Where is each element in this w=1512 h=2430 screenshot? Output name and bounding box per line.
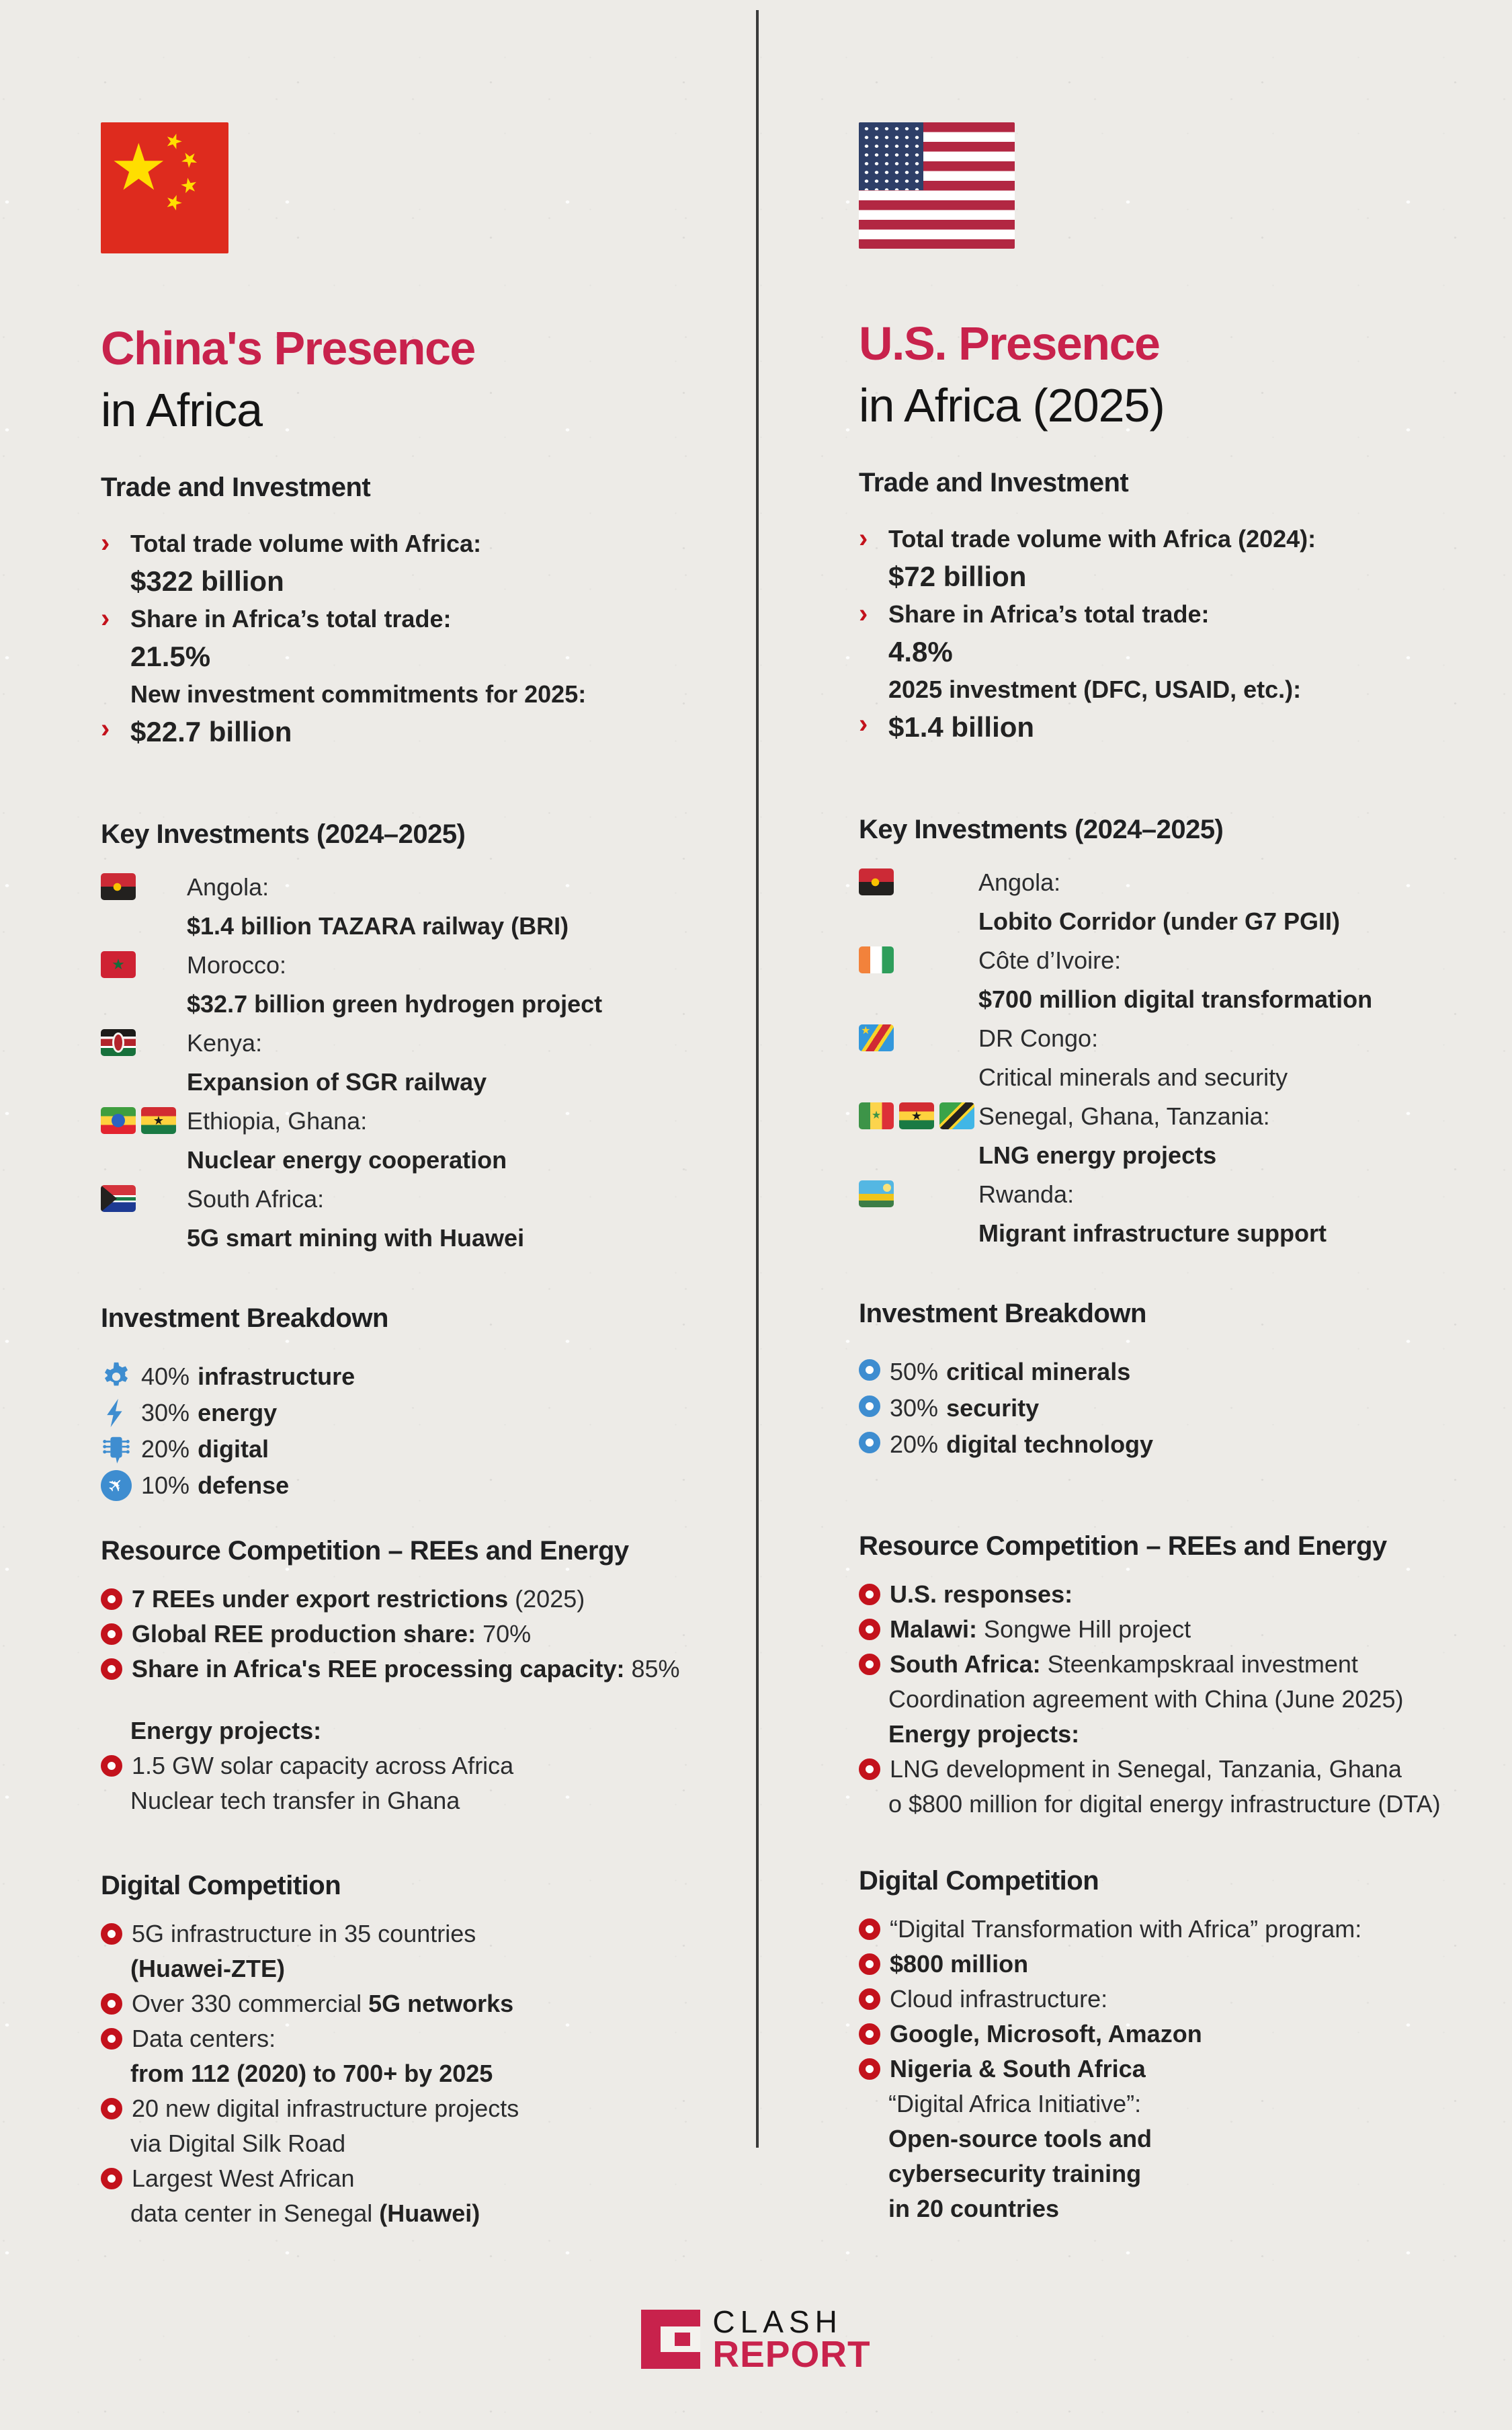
text-segment: 7 REEs under export restrictions [132, 1585, 509, 1613]
text-segment: Steenkampskraal investment [1040, 1650, 1358, 1678]
line-text [890, 1913, 1361, 1945]
chevron-bullet-icon: › [859, 599, 868, 629]
list-item [859, 1718, 1489, 1750]
text-segment: Share in Africa’s total trade: [130, 605, 452, 633]
text-segment: 1.5 GW solar capacity across Africa [132, 1752, 514, 1779]
country-flags [859, 1175, 978, 1207]
text-segment: Google, Microsoft, Amazon [890, 2020, 1202, 2048]
list-item [859, 2193, 1489, 2225]
project-label: Lobito Corridor (under G7 PGII) [978, 907, 1340, 935]
line-text [130, 563, 284, 600]
line-text [888, 558, 1026, 596]
text-segment: 5G networks [368, 1990, 514, 2017]
line-text [890, 1948, 1028, 1980]
us-flag-icon [859, 122, 1015, 249]
country-label: Angola: [978, 868, 1061, 896]
breakdown-heading: Investment Breakdown [859, 1299, 1146, 1328]
line-text [132, 1750, 513, 1782]
investment-text [978, 863, 1340, 941]
text-segment: data center in Senegal [130, 2199, 380, 2227]
text-segment: South Africa: [890, 1650, 1041, 1678]
percentage-value: 10% [141, 1471, 190, 1499]
category-label: infrastructure [198, 1363, 355, 1390]
list-item [859, 1578, 1489, 1611]
list-item [101, 1467, 729, 1504]
list-item [859, 2018, 1489, 2050]
list-item [101, 1395, 729, 1431]
breakdown-list [859, 1354, 1489, 1523]
line-text [890, 1983, 1107, 2015]
text-segment: Share in Africa’s total trade: [888, 600, 1210, 628]
chevron-bullet-icon: › [101, 528, 110, 558]
list-item [101, 713, 729, 751]
line-text [890, 1753, 1402, 1785]
blue-donut-bullet-icon [859, 1432, 880, 1453]
resource-heading: Resource Competition – REEs and Energy [101, 1536, 629, 1566]
line-text [888, 674, 1301, 706]
south-africa-flag-icon [101, 1185, 136, 1212]
line-text [890, 1648, 1358, 1680]
line-text [132, 1918, 476, 1950]
list-item [859, 2088, 1489, 2120]
investment-text [187, 1180, 524, 1258]
key-investment-row [101, 1024, 729, 1102]
trade-list [859, 523, 1489, 760]
key-investment-row [101, 946, 729, 1024]
text-segment: 4.8% [888, 636, 953, 667]
angola-flag-icon [859, 868, 894, 895]
text-segment: Energy projects: [888, 1720, 1080, 1748]
line-text [130, 1715, 321, 1747]
line-text [132, 1988, 513, 2020]
text-segment: Energy projects: [130, 1717, 322, 1744]
category-label: security [946, 1394, 1040, 1422]
project-label: $700 million digital transformation [978, 985, 1373, 1013]
rwanda-flag-icon [859, 1180, 894, 1207]
percentage-value: 30% [141, 1399, 190, 1426]
list-item [101, 2023, 729, 2055]
text-segment: “Digital Africa Initiative”: [888, 2090, 1142, 2117]
angola-flag-icon [101, 873, 136, 900]
text-segment: Share in Africa's REE processing capacity: [132, 1655, 625, 1683]
text-segment: $1.4 billion [888, 711, 1035, 743]
footer-brand [0, 2306, 1512, 2373]
text-segment: $322 billion [130, 565, 284, 597]
key-investment-row [859, 1097, 1489, 1175]
country-label: Ethiopia, Ghana: [187, 1107, 368, 1135]
list-item [101, 1953, 729, 1985]
red-donut-bullet-icon [101, 1993, 122, 2015]
red-donut-bullet-icon [859, 1758, 880, 1780]
text-segment: $72 billion [888, 561, 1027, 592]
list-item [101, 1750, 729, 1782]
percentage-value: 20% [141, 1435, 190, 1463]
resource-list [101, 1583, 729, 1830]
text-segment: Nigeria & South Africa [890, 2055, 1146, 2082]
text-segment: U.S. responses: [890, 1580, 1073, 1608]
text-segment: Malawi: [890, 1615, 978, 1643]
list-item [859, 1354, 1489, 1390]
list-item [859, 2053, 1489, 2085]
line-text [888, 633, 953, 671]
chevron-bullet-icon: › [101, 604, 110, 633]
column-divider [756, 10, 759, 2148]
list-item [101, 1359, 729, 1395]
project-label: Nuclear energy cooperation [187, 1146, 507, 1174]
country-flags [101, 1024, 187, 1056]
red-donut-bullet-icon [859, 2023, 880, 2045]
star-icon: ★ [161, 189, 186, 216]
line-text [130, 713, 292, 751]
percentage-value: 40% [141, 1363, 190, 1390]
list-item [859, 1683, 1489, 1715]
list-item [101, 1431, 729, 1467]
blue-donut-bullet-icon [859, 1395, 880, 1417]
project-label: Migrant infrastructure support [978, 1219, 1327, 1247]
investment-text [978, 1097, 1270, 1175]
line-text [890, 1578, 1073, 1611]
red-donut-bullet-icon [859, 1584, 880, 1605]
chevron-bullet-icon: › [859, 709, 868, 739]
list-item [101, 678, 729, 711]
line-text [130, 1953, 285, 1985]
red-donut-bullet-icon [859, 1654, 880, 1675]
category-label: digital technology [946, 1430, 1154, 1458]
list-item [859, 708, 1489, 746]
line-text [890, 2018, 1202, 2050]
project-label: $1.4 billion TAZARA railway (BRI) [187, 912, 569, 940]
text-segment: $22.7 billion [130, 716, 292, 747]
list-item [101, 528, 729, 560]
text-segment: o $800 million for digital energy infrastructure (DTA) [888, 1790, 1441, 1818]
investment-text [187, 868, 569, 946]
text-segment: Nuclear tech transfer in Ghana [130, 1787, 460, 1814]
list-item [859, 1753, 1489, 1785]
digital-heading: Digital Competition [101, 1871, 341, 1900]
digital-list [101, 1918, 729, 2230]
star-icon: ★ [161, 128, 186, 155]
country-label: Senegal, Ghana, Tanzania: [978, 1102, 1270, 1130]
line-text [130, 603, 451, 635]
list-item [101, 2058, 729, 2090]
project-label: 5G smart mining with Huawei [187, 1224, 525, 1252]
list-item [859, 558, 1489, 596]
percentage-value: 30% [890, 1394, 939, 1422]
country-flags [101, 1180, 187, 1212]
column-title-accent: China's Presence [101, 322, 475, 374]
morocco-flag-icon [101, 951, 136, 978]
text-segment: Total trade volume with Africa: [130, 530, 482, 557]
text-segment: Open-source tools and [888, 2125, 1152, 2152]
red-donut-bullet-icon [101, 2168, 122, 2189]
text-segment: Over 330 commercial [132, 1990, 369, 2017]
text-segment: Cloud infrastructure: [890, 1985, 1108, 2013]
list-item [859, 1390, 1489, 1426]
project-label: LNG energy projects [978, 1141, 1217, 1169]
senegal-flag-icon [859, 1102, 894, 1129]
list-item [859, 1426, 1489, 1463]
line-text [888, 1683, 1403, 1715]
list-item [101, 638, 729, 676]
list-item [859, 1948, 1489, 1980]
line-text [130, 2197, 480, 2230]
line-text [132, 1618, 531, 1650]
project-label: $32.7 billion green hydrogen project [187, 990, 603, 1018]
text-segment: 5G infrastructure in 35 countries [132, 1920, 476, 1947]
key-investments-list [859, 863, 1489, 1253]
list-item [101, 2197, 729, 2230]
key-investment-row [101, 1180, 729, 1258]
resource-heading: Resource Competition – REEs and Energy [859, 1531, 1387, 1561]
ghana-flag-icon [141, 1107, 176, 1134]
country-label: Rwanda: [978, 1180, 1075, 1208]
digital-touch-icon [101, 1434, 132, 1465]
brand-clash-label: CLASH [712, 2304, 843, 2339]
clash-report-logo-icon [641, 2310, 700, 2369]
project-label: Critical minerals and security [978, 1063, 1288, 1091]
column-title [101, 317, 729, 441]
star-icon: ★ [178, 173, 200, 199]
list-item [859, 2158, 1489, 2190]
ghana-flag-icon [899, 1102, 934, 1129]
line-text [130, 2058, 493, 2090]
line-text [888, 708, 1034, 746]
line-text [890, 2053, 1146, 2085]
text-segment: Largest West African [132, 2164, 355, 2192]
digital-heading: Digital Competition [859, 1866, 1099, 1896]
key-investment-row [859, 941, 1489, 1019]
country-flags [101, 946, 187, 978]
trade-heading: Trade and Investment [859, 468, 1129, 497]
red-donut-bullet-icon [101, 1755, 122, 1777]
text-segment: “Digital Transformation with Africa” program: [890, 1915, 1362, 1943]
list-item [859, 1613, 1489, 1646]
country-label: South Africa: [187, 1185, 325, 1213]
text-segment: $800 million [890, 1950, 1029, 1978]
line-text [888, 1788, 1441, 1820]
country-label: Kenya: [187, 1029, 263, 1057]
blue-donut-bullet-icon [859, 1359, 880, 1381]
red-donut-bullet-icon [101, 1588, 122, 1610]
trade-list [101, 528, 729, 764]
line-text [132, 2023, 276, 2055]
line-text [132, 2093, 519, 2125]
text-segment: New investment commitments for 2025: [130, 680, 587, 708]
country-label: Angola: [187, 873, 269, 901]
country-flags [859, 863, 978, 895]
key-investment-row [101, 1102, 729, 1180]
star-icon: ★ [175, 145, 204, 174]
list-item [101, 2128, 729, 2160]
gear-icon [101, 1361, 132, 1392]
red-donut-bullet-icon [859, 1619, 880, 1640]
text-segment: (Huawei) [379, 2199, 480, 2227]
text-segment: Songwe Hill project [977, 1615, 1191, 1643]
list-item [859, 1648, 1489, 1680]
text-segment: via Digital Silk Road [130, 2130, 346, 2157]
breakdown-heading: Investment Breakdown [101, 1303, 388, 1333]
line-text [888, 1718, 1079, 1750]
investment-text [187, 1102, 507, 1180]
brand-report-label: REPORT [712, 2333, 871, 2375]
text-segment: LNG development in Senegal, Tanzania, Ghana [890, 1755, 1402, 1783]
red-donut-bullet-icon [101, 2028, 122, 2050]
cote-ivoire-flag-icon [859, 946, 894, 973]
line-text [888, 523, 1316, 555]
country-flags [859, 1019, 978, 1051]
list-item [101, 2162, 729, 2195]
text-segment: 20 new digital infrastructure projects [132, 2095, 519, 2122]
key-investment-row [859, 863, 1489, 941]
category-label: digital [198, 1435, 269, 1463]
line-text [132, 2162, 355, 2195]
percentage-value: 20% [890, 1430, 939, 1458]
column-title-rest: in Africa (2025) [859, 379, 1165, 432]
list-item [101, 1618, 729, 1650]
chevron-bullet-icon: › [101, 714, 110, 743]
line-text [130, 528, 481, 560]
breakdown-list [101, 1359, 729, 1528]
key-investment-row [859, 1175, 1489, 1253]
line-text [888, 2158, 1141, 2190]
country-label: Côte d’Ivoire: [978, 946, 1122, 974]
text-segment: Total trade volume with Africa (2024): [888, 525, 1316, 553]
line-text [130, 678, 586, 711]
list-item [859, 674, 1489, 706]
red-donut-bullet-icon [101, 1658, 122, 1680]
kenya-flag-icon [101, 1029, 136, 1056]
text-segment: in 20 countries [888, 2195, 1060, 2222]
ethiopia-flag-icon [101, 1107, 136, 1134]
brand-text [712, 2306, 870, 2373]
line-text [130, 638, 210, 676]
list-item [101, 1653, 729, 1685]
country-flags [859, 941, 978, 973]
column-title-accent: U.S. Presence [859, 317, 1160, 370]
key-investments-heading: Key Investments (2024–2025) [859, 815, 1224, 844]
key-investment-row [101, 868, 729, 946]
country-flags [859, 1097, 978, 1129]
investment-text [978, 1019, 1288, 1097]
list-item [859, 1983, 1489, 2015]
digital-list [859, 1913, 1489, 2225]
line-text [888, 2193, 1059, 2225]
list-item [859, 2123, 1489, 2155]
resource-list [859, 1578, 1489, 1826]
category-label: energy [198, 1399, 278, 1426]
key-investments-heading: Key Investments (2024–2025) [101, 819, 466, 849]
china-column [0, 122, 756, 2232]
text-segment: 21.5% [130, 641, 211, 672]
red-donut-bullet-icon [859, 1988, 880, 2010]
text-segment: Data centers: [132, 2025, 276, 2052]
china-flag-icon [101, 122, 228, 253]
text-segment: Global REE production share: [132, 1620, 476, 1648]
country-flags [101, 1102, 187, 1134]
line-text [130, 1785, 460, 1817]
line-text [130, 2128, 345, 2160]
list-item [101, 1918, 729, 1950]
text-segment: from 112 (2020) to 700+ by 2025 [130, 2060, 493, 2087]
red-donut-bullet-icon [859, 1918, 880, 1940]
line-text [888, 2088, 1141, 2120]
line-text [890, 1613, 1191, 1646]
text-segment: 2025 investment (DFC, USAID, etc.): [888, 676, 1302, 703]
list-item [101, 1715, 729, 1747]
line-text [132, 1583, 585, 1615]
text-segment: cybersecurity training [888, 2160, 1142, 2187]
key-investments-list [101, 868, 729, 1258]
percentage-value: 50% [890, 1358, 939, 1385]
country-label: DR Congo: [978, 1024, 1099, 1052]
star-icon: ★ [110, 131, 168, 204]
list-item [101, 1785, 729, 1817]
project-label: Expansion of SGR railway [187, 1068, 487, 1096]
category-label: defense [198, 1471, 290, 1499]
list-item [859, 1913, 1489, 1945]
key-investment-row [859, 1019, 1489, 1097]
list-item [859, 633, 1489, 671]
investment-text [978, 1175, 1327, 1253]
text-segment: (2025) [508, 1585, 585, 1613]
list-item [859, 598, 1489, 631]
chevron-bullet-icon: › [859, 524, 868, 553]
list-item [859, 523, 1489, 555]
fighter-jet-icon: ✈ [101, 1470, 132, 1501]
list-item [859, 1788, 1489, 1820]
line-text [888, 598, 1209, 631]
lightning-bolt-icon [101, 1398, 132, 1428]
list-item [101, 1583, 729, 1615]
investment-text [187, 1024, 487, 1102]
column-title [859, 313, 1489, 436]
text-segment: (Huawei-ZTE) [130, 1955, 285, 1982]
red-donut-bullet-icon [101, 1623, 122, 1645]
country-label: Morocco: [187, 951, 287, 979]
list-item [101, 2093, 729, 2125]
text-segment: 85% [624, 1655, 680, 1683]
trade-heading: Trade and Investment [101, 473, 371, 502]
list-item [101, 1988, 729, 2020]
red-donut-bullet-icon [859, 1953, 880, 1975]
investment-text [978, 941, 1372, 1019]
list-item [101, 563, 729, 600]
tanzania-flag-icon [939, 1102, 974, 1129]
list-item [101, 603, 729, 635]
red-donut-bullet-icon [101, 1923, 122, 1945]
red-donut-bullet-icon [101, 2098, 122, 2119]
column-title-rest: in Africa [101, 384, 262, 436]
line-text [888, 2123, 1152, 2155]
dr-congo-flag-icon [859, 1024, 894, 1051]
text-segment: Coordination agreement with China (June 2025) [888, 1685, 1404, 1713]
line-text [132, 1653, 680, 1685]
category-label: critical minerals [946, 1358, 1131, 1385]
text-segment: 70% [476, 1620, 532, 1648]
country-flags [101, 868, 187, 900]
red-donut-bullet-icon [859, 2058, 880, 2080]
us-column [756, 122, 1509, 2228]
investment-text [187, 946, 602, 1024]
